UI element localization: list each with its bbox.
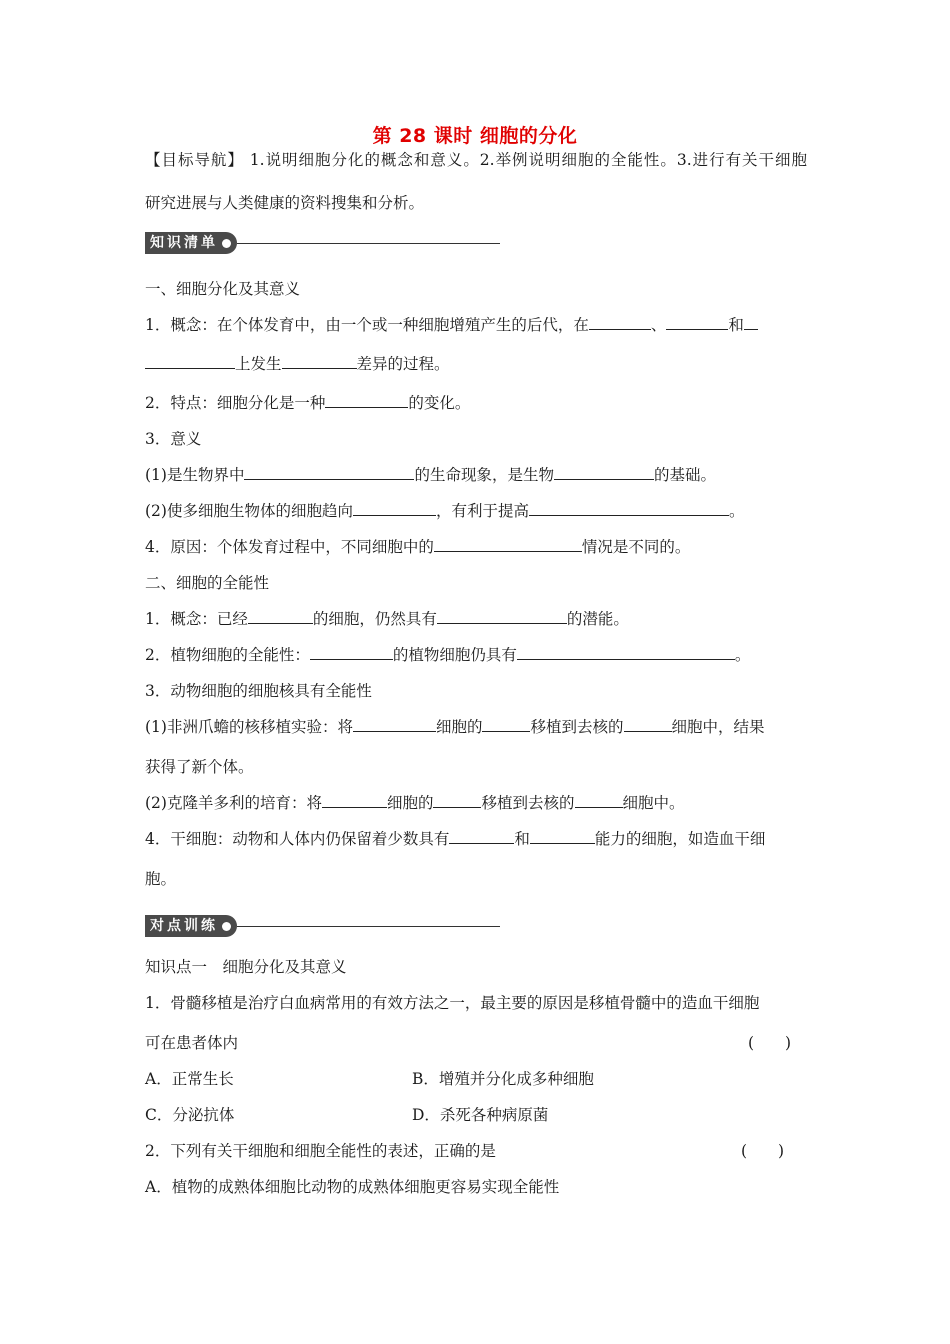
stem-cell-line-2: 胞。: [145, 870, 177, 888]
answer-blank[interactable]: [310, 645, 393, 660]
stem-cell-line-1: 4．干细胞：动物和人体内仍保留着少数具有 和 能力的细胞，如造血干细: [145, 830, 766, 848]
answer-blank[interactable]: [744, 315, 758, 330]
answer-blank[interactable]: [434, 537, 582, 552]
option-c[interactable]: C．分泌抗体: [145, 1106, 235, 1124]
answer-blank[interactable]: [437, 609, 567, 624]
bullet-dot-icon: [222, 239, 231, 248]
answer-blank[interactable]: [353, 501, 436, 516]
answer-blank[interactable]: [282, 354, 357, 369]
page-title: 第 28 课时 细胞的分化: [372, 125, 578, 147]
answer-blank[interactable]: [529, 501, 729, 516]
answer-blank[interactable]: [244, 465, 414, 480]
section-header-knowledge: [145, 231, 500, 255]
concept-line-1: 1．概念：在个体发育中，由一个或一种细胞增殖产生的后代，在 、 和: [145, 315, 758, 335]
heading-1: 一、细胞分化及其意义: [145, 280, 301, 298]
heading-2: 二、细胞的全能性: [145, 574, 270, 592]
section-header-practice: [145, 914, 500, 938]
answer-blank[interactable]: [353, 717, 436, 732]
answer-blank[interactable]: [554, 465, 654, 480]
answer-blank[interactable]: [575, 793, 623, 808]
goal-line-1: 【目标导航】 1.说明细胞分化的概念和意义。2.举例说明细胞的全能性。3.进行有关干细胞: [145, 151, 807, 169]
concept-line-2: 上发生 差异的过程。: [145, 354, 450, 374]
animal-totipotency-heading: 3．动物细胞的细胞核具有全能性: [145, 682, 372, 700]
answer-parentheses[interactable]: ( ): [741, 1142, 785, 1160]
answer-parentheses[interactable]: ( ): [748, 1034, 792, 1052]
section-label-practice: 对点训练: [150, 918, 218, 934]
knowledge-point-1: 知识点一 细胞分化及其意义: [145, 958, 347, 976]
answer-blank[interactable]: [145, 354, 235, 369]
goal-line-2: 研究进展与人类健康的资料搜集和分析。: [145, 194, 425, 212]
feature-line: 2．特点：细胞分化是一种 的变化。: [145, 394, 471, 412]
question-1-line-2: 可在患者体内: [145, 1034, 239, 1052]
bullet-dot-icon: [222, 922, 231, 931]
answer-blank[interactable]: [325, 393, 408, 408]
answer-blank[interactable]: [517, 645, 735, 660]
option-d[interactable]: D．杀死各种病原菌: [412, 1106, 549, 1124]
answer-blank[interactable]: [449, 829, 514, 844]
dolly-line: (2)克隆羊多利的培育：将 细胞的 移植到去核的 细胞中。: [145, 794, 685, 812]
frog-experiment-line-1: (1)非洲爪蟾的核移植实验：将 细胞的 移植到去核的 细胞中，结果: [145, 718, 765, 736]
totipotency-concept-line: 1．概念：已经 的细胞，仍然具有 的潜能。: [145, 610, 629, 628]
goal-label: 【目标导航】: [145, 151, 244, 169]
answer-blank[interactable]: [666, 315, 728, 330]
cause-line: 4．原因：个体发育过程中，不同细胞中的 情况是不同的。: [145, 538, 691, 556]
answer-blank[interactable]: [322, 793, 387, 808]
section-divider: [237, 926, 500, 927]
question-1-line-1: 1．骨髓移植是治疗白血病常用的有效方法之一，最主要的原因是移植骨髓中的造血干细胞: [145, 994, 760, 1012]
answer-blank[interactable]: [248, 609, 313, 624]
option-a[interactable]: A．植物的成熟体细胞比动物的成熟体细胞更容易实现全能性: [145, 1178, 560, 1196]
meaning-heading: 3．意义: [145, 430, 202, 448]
meaning-line-1: (1)是生物界中 的生命现象，是生物 的基础。: [145, 466, 716, 484]
section-label-knowledge: 知识清单: [150, 235, 218, 251]
question-2-line-1: 2．下列有关干细胞和细胞全能性的表述，正确的是: [145, 1142, 496, 1160]
answer-blank[interactable]: [624, 717, 672, 732]
option-a[interactable]: A．正常生长: [145, 1070, 234, 1088]
plant-totipotency-line: 2．植物细胞的全能性： 的植物细胞仍具有 。: [145, 646, 751, 664]
answer-blank[interactable]: [530, 829, 595, 844]
answer-blank[interactable]: [589, 315, 651, 330]
section-divider: [237, 243, 500, 244]
frog-experiment-line-2: 获得了新个体。: [145, 758, 254, 776]
answer-blank[interactable]: [482, 717, 530, 732]
option-b[interactable]: B．增殖并分化成多种细胞: [412, 1070, 594, 1088]
meaning-line-2: (2)使多细胞生物体的细胞趋向 ，有利于提高 。: [145, 502, 745, 520]
answer-blank[interactable]: [433, 793, 481, 808]
